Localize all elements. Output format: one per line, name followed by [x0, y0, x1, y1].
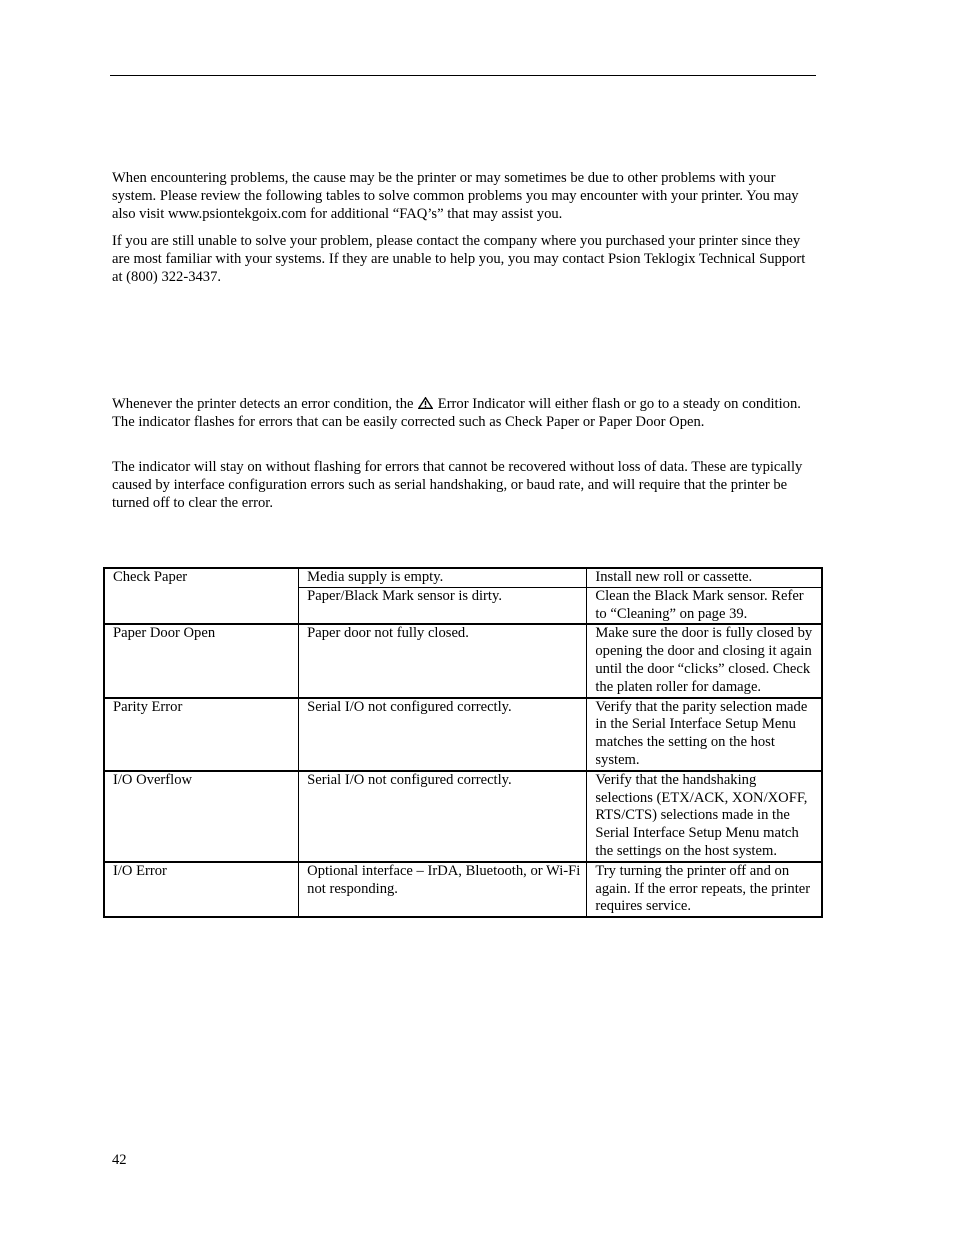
table-row: [104, 862, 822, 917]
cause-cell: Paper/Black Mark sensor is dirty.: [299, 587, 587, 624]
solution-cell: Clean the Black Mark sensor. Refer to “Cleaning” on page 39.: [587, 587, 822, 624]
solution-cell: Try turning the printer off and on again. If the error repeats, the printer requires service.: [587, 862, 822, 917]
error-indicator-text-before: Whenever the printer detects an error condition, the: [112, 396, 418, 412]
solution-cell: Make sure the door is fully closed by opening the door and closing it again until the door “clicks” closed. Check the platen roller for damage.: [587, 624, 822, 697]
table-row: [104, 568, 822, 587]
error-name-cell: I/O Error: [104, 862, 299, 917]
cause-cell: Media supply is empty.: [299, 568, 587, 587]
error-indicator-text-after: Error Indicator will either flash or go to a steady on condition. The indicator flashes for errors that can be easily corrected such as Check Paper or Paper Door Open.: [112, 396, 801, 430]
error-indicator-paragraph-1: [112, 395, 812, 431]
solution-cell: Verify that the parity selection made in the Serial Interface Setup Menu matches the setting on the host system.: [587, 698, 822, 771]
header-rule: [110, 75, 816, 76]
cause-cell: Serial I/O not configured correctly.: [299, 698, 587, 771]
error-name-cell: Paper Door Open: [104, 624, 299, 697]
error-table: [103, 567, 823, 918]
table-row: [104, 771, 822, 862]
intro-paragraph-2: If you are still unable to solve your problem, please contact the company where you purchased your printer since they are most familiar with your systems. If they are unable to help you, you may contact Psion Teklogix Technical Support at (800) 322-3437.: [112, 233, 806, 285]
cause-cell: Optional interface – IrDA, Bluetooth, or Wi-Fi not responding.: [299, 862, 587, 917]
error-name-cell: Parity Error: [104, 698, 299, 771]
page-number: 42: [112, 1152, 127, 1168]
table-row: [104, 624, 822, 697]
solution-cell: Install new roll or cassette.: [595, 569, 753, 585]
error-name-cell: I/O Overflow: [104, 771, 299, 862]
intro-paragraph-1: When encountering problems, the cause may be the printer or may sometimes be due to other problems with your system. Please review the following tables to solve common problems you may encounter with your printer. You may also visit www.psiontekgoix.com for additional “FAQ’s” that may assist you.: [112, 170, 799, 222]
error-indicator-paragraph-2: The indicator will stay on without flashing for errors that cannot be recovered without loss of data. These are typically caused by interface configuration errors such as serial handshaking, or baud rate, and will require that the printer be turned off to clear the error.: [112, 459, 803, 511]
cause-cell: Serial I/O not configured correctly.: [299, 771, 587, 862]
warning-triangle-icon: [418, 397, 433, 409]
solution-cell: Verify that the handshaking selections (ETX/ACK, XON/XOFF, RTS/CTS) selections made in the Serial Interface Setup Menu match the settings on the host system.: [587, 771, 822, 862]
table-row: [104, 698, 822, 771]
error-name-cell: Check Paper: [104, 568, 299, 624]
cause-cell: Paper door not fully closed.: [299, 624, 587, 697]
